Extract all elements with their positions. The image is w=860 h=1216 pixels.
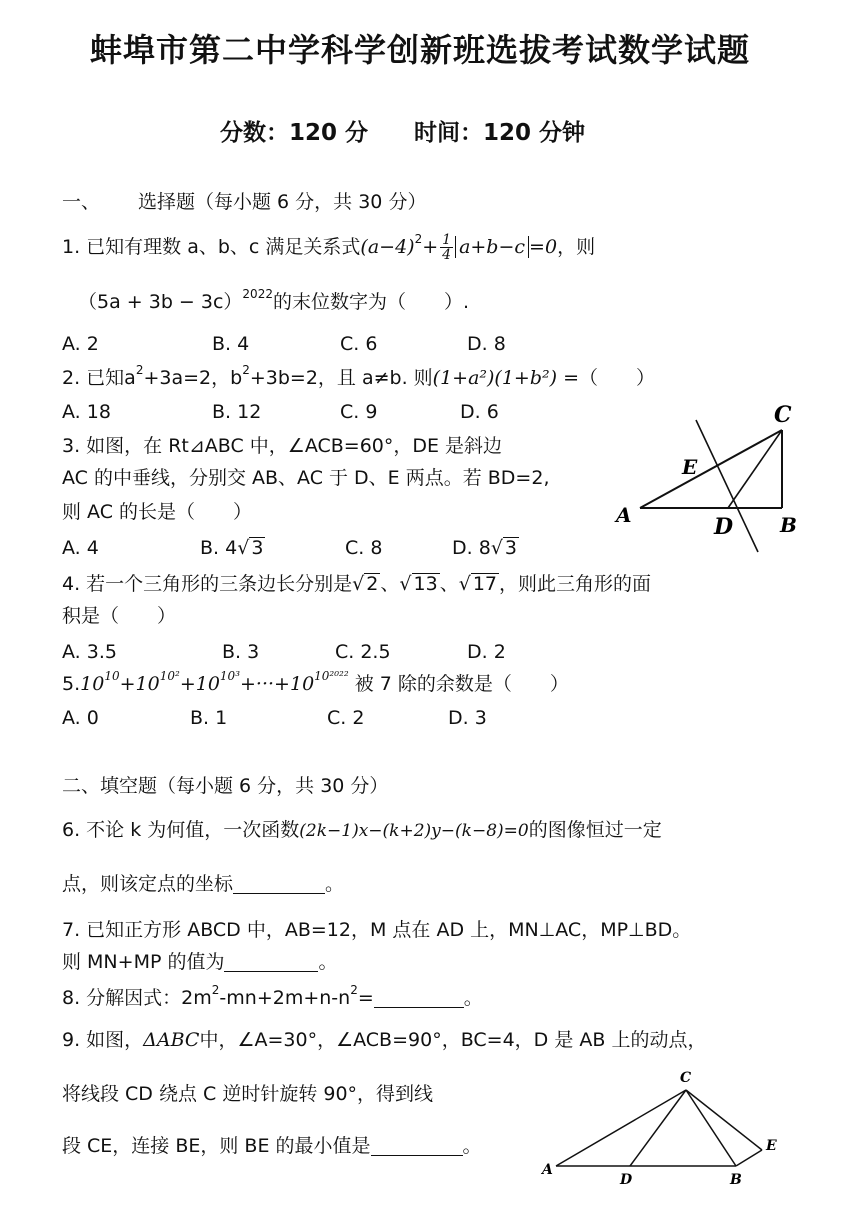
radicand: 3	[251, 537, 264, 559]
exponent-2022: 2022	[242, 287, 273, 301]
section-1-heading	[62, 190, 426, 214]
question-8-text: =	[357, 987, 374, 1009]
period: 。	[462, 1135, 482, 1157]
answer-blank[interactable]	[371, 1137, 463, 1156]
segment-cd	[630, 1090, 686, 1166]
exponent: 2	[350, 983, 358, 997]
option-a: A. 18	[62, 401, 111, 423]
label-e: E	[682, 455, 698, 479]
option-b-text: B. 4	[200, 537, 238, 559]
option-d: D. 6	[460, 401, 499, 423]
period: 。	[325, 873, 345, 895]
label-c: C	[680, 1070, 692, 1086]
option-d	[452, 536, 519, 560]
option-c: C. 2	[327, 707, 365, 729]
question-2-line	[62, 363, 656, 390]
answer-blank[interactable]	[224, 953, 318, 972]
term: 10	[80, 673, 105, 695]
option-b: B. 4	[212, 333, 250, 355]
question-3-line-3: 则 AC 的长是（ ）	[62, 501, 253, 523]
exponent: 10²	[159, 669, 180, 683]
question-9-text: 中，∠A=30°，∠ACB=90°，BC=4，D 是 AB 上的动点，	[199, 1029, 707, 1051]
label-a: A	[616, 503, 632, 527]
option-b	[200, 536, 265, 560]
term: +10	[119, 673, 160, 695]
segment-ce	[686, 1090, 762, 1150]
period: 。	[318, 951, 338, 973]
question-4-text: ，则此三角形的面	[499, 573, 652, 595]
question-1-line-2	[78, 287, 470, 314]
question-6-text: 6. 不论 k 为何值，一次函数	[62, 819, 300, 841]
exponent: 2	[211, 983, 220, 997]
fraction-denominator: 4	[442, 247, 452, 263]
radicand: 17	[472, 573, 497, 595]
question-1-expression: （5a + 3b − 3c）	[78, 291, 243, 313]
page-title: 蚌埠市第二中学科学创新班选拔考试数学试题	[90, 31, 751, 69]
answer-bracket: （ ）	[579, 367, 656, 389]
separator: 、	[380, 573, 400, 595]
option-a: A. 2	[62, 333, 99, 355]
exponent: 10²⁰²²	[314, 669, 349, 683]
option-b: B. 1	[190, 707, 228, 729]
question-1-formula: (a−4)	[360, 236, 415, 258]
exponent: 2	[242, 363, 250, 377]
exponent: 10	[104, 669, 120, 683]
option-c: C. 9	[340, 401, 378, 423]
time-info: 时间：120 分钟	[414, 120, 586, 146]
question-8-text: 8. 分解因式：2m	[62, 987, 212, 1009]
question-2-text: 2. 已知a	[62, 367, 136, 389]
triangle-figure-q9	[534, 1066, 796, 1196]
option-d: D. 8	[467, 333, 506, 355]
separator: 、	[439, 573, 459, 595]
score-info: 分数：120 分	[220, 120, 369, 146]
option-a: A. 0	[62, 707, 99, 729]
exponent: 2	[135, 363, 144, 377]
exponent: 2	[414, 232, 423, 246]
answer-blank[interactable]	[374, 989, 464, 1008]
question-2-formula: (1+a²)(1+b²) =	[432, 367, 580, 389]
sqrt-sign: √	[399, 573, 412, 595]
question-6-formula: (2k−1)x−(k+2)y−(k−8)=0	[299, 821, 529, 841]
question-1-text-end: ，则	[557, 236, 596, 258]
question-2-text: +3a=2，b	[143, 367, 243, 389]
segment-cd	[728, 430, 782, 508]
question-4-line-1	[62, 572, 651, 596]
question-6-line-1	[62, 818, 662, 843]
equals-zero: =0	[529, 236, 558, 258]
question-3-line-1: 3. 如图，在 Rt⊿ABC 中，∠ACB=60°，DE 是斜边	[62, 435, 503, 457]
option-a: A. 3.5	[62, 641, 117, 663]
question-1-line-1	[62, 230, 595, 264]
label-c: C	[774, 402, 792, 428]
question-6-line-2	[62, 872, 344, 896]
question-8-text: -mn+2m+n-n	[219, 987, 351, 1009]
label-e: E	[766, 1138, 777, 1154]
label-a: A	[542, 1162, 553, 1178]
option-d: D. 3	[448, 707, 487, 729]
option-a: A. 4	[62, 537, 99, 559]
question-9-line-1	[62, 1028, 706, 1052]
label-d: D	[714, 514, 734, 540]
segment-bc	[686, 1090, 736, 1166]
term: +···+10	[240, 673, 315, 695]
question-2-text: +3b=2，且 a≠b. 则	[249, 367, 433, 389]
section-1-label: 选择题（每小题 6 分，共 30 分）	[138, 191, 427, 213]
section-1-number: 一、	[62, 191, 101, 213]
option-d: D. 2	[467, 641, 506, 663]
question-4-line-2: 积是（ ）	[62, 605, 177, 627]
exponent: 10³	[219, 669, 241, 683]
answer-blank[interactable]	[233, 875, 325, 894]
term: +10	[179, 673, 220, 695]
segment-be	[736, 1150, 762, 1166]
exam-info	[220, 118, 585, 148]
radicand: 13	[413, 573, 438, 595]
triangle-figure-q3	[610, 398, 810, 558]
radicand: 3	[504, 537, 518, 559]
question-6-text: 的图像恒过一定	[528, 819, 662, 841]
segment-ac	[556, 1090, 686, 1166]
option-b: B. 3	[222, 641, 260, 663]
label-b: B	[780, 513, 797, 537]
question-9-line-3	[62, 1134, 482, 1158]
question-9-text: 9. 如图，	[62, 1029, 144, 1051]
absolute-value: a+b−c	[455, 236, 529, 258]
question-5-number: 5.	[62, 673, 81, 695]
period: 。	[463, 987, 483, 1009]
fraction-numerator: 1	[442, 232, 452, 248]
question-9-line-2: 将线段 CD 绕点 C 逆时针旋转 90°，得到线	[62, 1083, 434, 1105]
question-8-line	[62, 983, 483, 1010]
question-4-text: 4. 若一个三角形的三条边长分别是	[62, 573, 353, 595]
question-5-text: 被 7 除的余数是（ ）	[348, 673, 569, 695]
segment-ac	[640, 430, 782, 508]
triangle-symbol: ΔABC	[143, 1029, 200, 1051]
radicand: 2	[366, 573, 379, 595]
question-9-text: 段 CE，连接 BE，则 BE 的最小值是	[62, 1135, 371, 1157]
question-6-text: 点，则该定点的坐标	[62, 873, 234, 895]
label-d: D	[620, 1172, 633, 1188]
question-5-line	[62, 669, 569, 696]
sqrt-sign: √	[237, 537, 250, 559]
sqrt-sign: √	[458, 573, 471, 595]
question-1-prompt: 的末位数字为（ ）.	[272, 291, 470, 313]
sqrt-sign: √	[352, 573, 365, 595]
label-b: B	[730, 1172, 742, 1188]
option-c: C. 2.5	[335, 641, 391, 663]
question-3-line-2: AC 的中垂线，分别交 AB、AC 于 D、E 两点。若 BD=2,	[62, 467, 550, 489]
option-d-text: D. 8	[452, 537, 491, 559]
option-c: C. 6	[340, 333, 378, 355]
question-1-text: 1. 已知有理数 a、b、c 满足关系式	[62, 236, 361, 258]
sqrt-sign: √	[490, 537, 503, 559]
question-7-line-2	[62, 950, 337, 974]
question-7-line-1: 7. 已知正方形 ABCD 中，AB=12，M 点在 AD 上，MN⊥AC，MP⊥BD。	[62, 919, 692, 941]
plus-sign: +	[422, 236, 439, 258]
question-7-text: 则 MN+MP 的值为	[62, 951, 225, 973]
option-c: C. 8	[345, 537, 383, 559]
section-2-heading: 二、填空题（每小题 6 分，共 30 分）	[62, 775, 389, 797]
option-b: B. 12	[212, 401, 262, 423]
fraction	[440, 233, 453, 262]
